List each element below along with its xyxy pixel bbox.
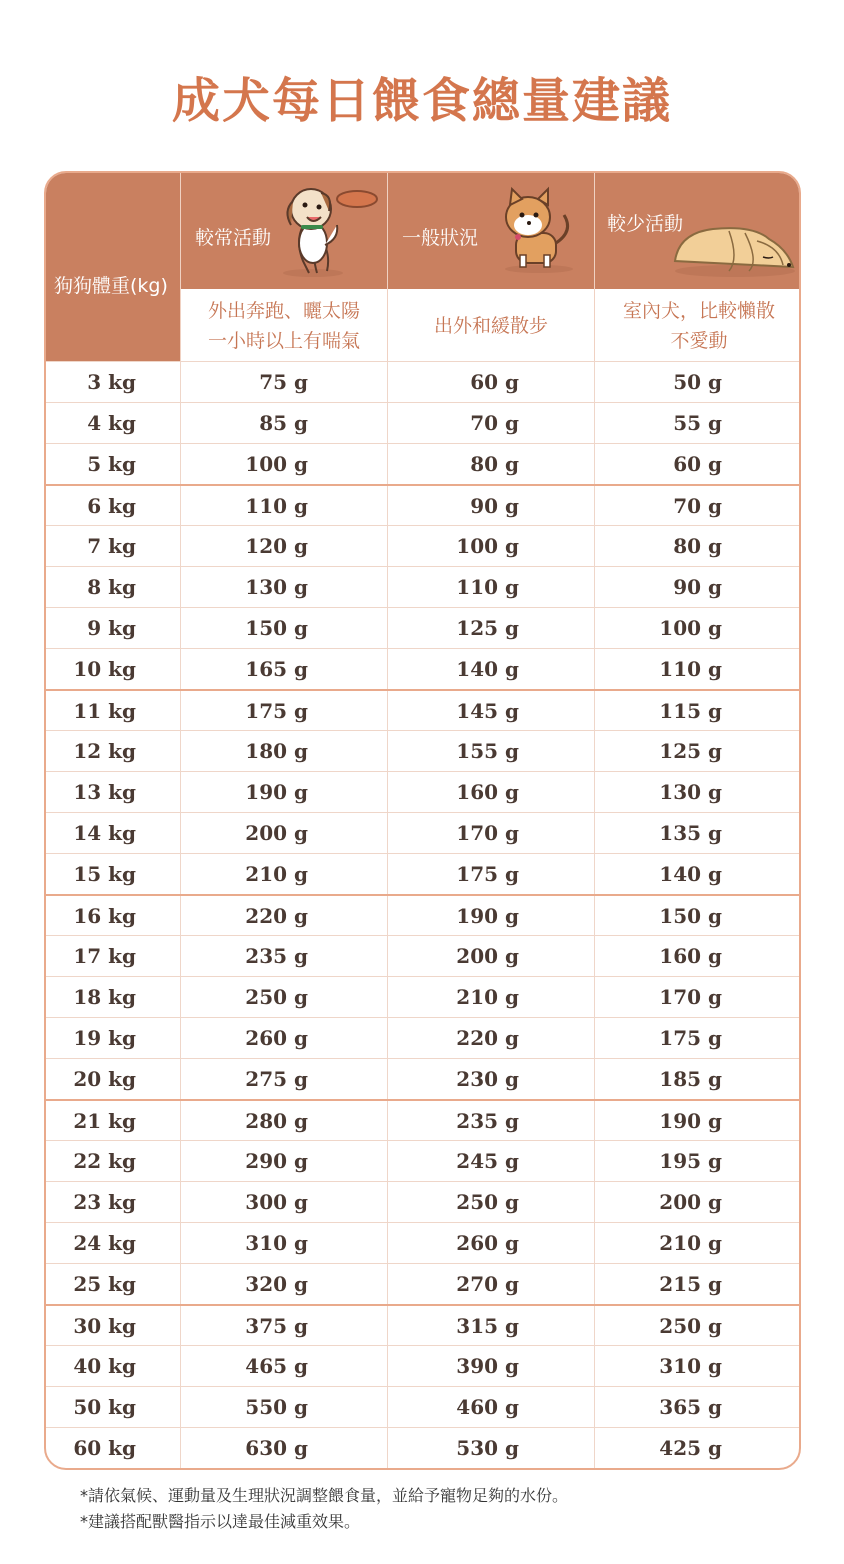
inactive-amount-cell: 80 g [673,534,722,558]
active-amount-cell: 165 g [245,657,308,681]
column-divider [594,731,595,771]
weight-cell: 17 kg [73,944,136,968]
column-desc-active [181,290,387,361]
weight-cell: 4 kg [87,411,136,435]
column-divider [594,1141,595,1181]
normal-amount-cell: 60 g [470,370,519,394]
column-divider [180,1141,181,1181]
inactive-amount-cell: 135 g [659,821,722,845]
column-divider [387,1223,388,1263]
normal-amount-cell: 155 g [456,739,519,763]
column-divider [180,567,181,607]
weight-cell: 50 kg [73,1395,136,1419]
column-divider [594,526,595,566]
weight-cell: 23 kg [73,1190,136,1214]
active-amount-cell: 465 g [245,1354,308,1378]
active-amount-cell: 200 g [245,821,308,845]
inactive-amount-cell: 210 g [659,1231,722,1255]
column-divider [594,444,595,484]
weight-cell: 60 kg [73,1436,136,1460]
footnote: *建議搭配獸醫指示以達最佳減重效果。 [80,1512,361,1531]
column-divider [387,444,388,484]
inactive-amount-cell: 70 g [673,494,722,518]
column-divider [387,567,388,607]
active-amount-cell: 250 g [245,985,308,1009]
inactive-amount-cell: 425 g [659,1436,722,1460]
column-divider [180,403,181,443]
column-divider [594,403,595,443]
column-divider [180,1059,181,1099]
table-row [46,361,799,402]
column-divider [594,1306,595,1345]
column-divider [594,486,595,525]
column-divider [387,854,388,894]
inactive-amount-cell: 250 g [659,1314,722,1338]
active-amount-cell: 550 g [245,1395,308,1419]
table-row [46,402,799,443]
normal-amount-cell: 125 g [456,616,519,640]
table-row [46,648,799,689]
column-divider [180,526,181,566]
active-amount-cell: 280 g [245,1109,308,1133]
column-desc-line: 外出奔跑、曬太陽 [207,299,360,322]
inactive-amount-cell: 100 g [659,616,722,640]
weight-cell: 9 kg [87,616,136,640]
column-divider [594,1428,595,1468]
column-divider [387,173,388,361]
weight-cell: 22 kg [73,1149,136,1173]
normal-amount-cell: 190 g [456,904,519,928]
table-row [46,484,799,525]
table-row [46,976,799,1017]
column-divider [180,1223,181,1263]
table-row [46,894,799,935]
active-amount-cell: 630 g [245,1436,308,1460]
column-divider [180,608,181,648]
column-label-active: 較常活動 [195,227,272,249]
inactive-amount-cell: 50 g [673,370,722,394]
column-divider [594,649,595,689]
column-divider [387,1141,388,1181]
table-row [46,812,799,853]
column-divider [594,608,595,648]
weight-cell: 12 kg [73,739,136,763]
weight-cell: 21 kg [73,1109,136,1133]
normal-amount-cell: 110 g [456,575,519,599]
column-divider [594,936,595,976]
normal-amount-cell: 70 g [470,411,519,435]
column-divider [387,403,388,443]
weight-cell: 15 kg [73,862,136,886]
inactive-amount-cell: 160 g [659,944,722,968]
column-divider [180,1182,181,1222]
active-amount-cell: 110 g [245,494,308,518]
active-amount-cell: 150 g [245,616,308,640]
weight-cell: 6 kg [87,494,136,518]
weight-cell: 20 kg [73,1067,136,1091]
normal-amount-cell: 210 g [456,985,519,1009]
table-row [46,935,799,976]
inactive-amount-cell: 60 g [673,452,722,476]
weight-cell: 14 kg [73,821,136,845]
normal-amount-cell: 220 g [456,1026,519,1050]
column-divider [180,854,181,894]
column-divider [180,691,181,730]
weight-cell: 19 kg [73,1026,136,1050]
normal-amount-cell: 200 g [456,944,519,968]
inactive-amount-cell: 170 g [659,985,722,1009]
column-divider [594,362,595,402]
inactive-amount-cell: 190 g [659,1109,722,1133]
normal-amount-cell: 90 g [470,494,519,518]
weight-cell: 25 kg [73,1272,136,1296]
table-row [46,1017,799,1058]
column-divider [180,1428,181,1468]
table-row [46,1304,799,1345]
inactive-amount-cell: 175 g [659,1026,722,1050]
column-divider [387,486,388,525]
column-divider [594,772,595,812]
normal-amount-cell: 530 g [456,1436,519,1460]
weight-cell: 13 kg [73,780,136,804]
inactive-amount-cell: 365 g [659,1395,722,1419]
active-amount-cell: 100 g [245,452,308,476]
normal-amount-cell: 270 g [456,1272,519,1296]
table-row [46,1140,799,1181]
column-divider [594,567,595,607]
weight-cell: 8 kg [87,575,136,599]
column-divider [180,1346,181,1386]
normal-amount-cell: 170 g [456,821,519,845]
normal-amount-cell: 145 g [456,699,519,723]
column-divider [180,649,181,689]
active-amount-cell: 85 g [259,411,308,435]
column-divider [594,1264,595,1304]
table-row [46,566,799,607]
table-row [46,607,799,648]
column-header-normal [388,173,594,289]
column-divider [180,444,181,484]
normal-amount-cell: 245 g [456,1149,519,1173]
page-title: 成犬每日餵食總量建議 [171,73,672,129]
normal-amount-cell: 100 g [456,534,519,558]
footnote: *請依氣候、運動量及生理狀況調整餵食量，並給予寵物足夠的水份。 [80,1486,569,1505]
column-divider [387,977,388,1017]
inactive-amount-cell: 195 g [659,1149,722,1173]
active-amount-cell: 210 g [245,862,308,886]
table-row [46,1386,799,1427]
footnotes [80,1483,568,1535]
weight-header: 狗狗體重(kg) [46,173,180,361]
weight-cell: 7 kg [87,534,136,558]
active-amount-cell: 220 g [245,904,308,928]
active-amount-cell: 310 g [245,1231,308,1255]
table-row [46,1427,799,1468]
inactive-amount-cell: 115 g [659,699,722,723]
column-divider [180,936,181,976]
column-desc-line: 出外和緩散步 [433,314,548,337]
active-amount-cell: 75 g [259,370,308,394]
normal-amount-cell: 460 g [456,1395,519,1419]
column-label-normal: 一般狀況 [402,227,479,249]
column-desc-inactive [595,290,801,361]
weight-cell: 10 kg [73,657,136,681]
normal-amount-cell: 140 g [456,657,519,681]
inactive-amount-cell: 90 g [673,575,722,599]
table-row [46,1263,799,1304]
column-desc-line: 一小時以上有喘氣 [207,329,360,352]
column-divider [594,896,595,935]
column-divider [387,1182,388,1222]
column-divider [180,813,181,853]
column-divider [594,1346,595,1386]
column-desc-line: 不愛動 [670,329,728,352]
normal-amount-cell: 315 g [456,1314,519,1338]
column-divider [594,691,595,730]
active-amount-cell: 275 g [245,1067,308,1091]
column-divider [594,977,595,1017]
table-row [46,853,799,894]
column-divider [387,1306,388,1345]
column-divider [387,936,388,976]
column-divider [594,813,595,853]
active-amount-cell: 300 g [245,1190,308,1214]
table-row [46,1099,799,1140]
active-amount-cell: 130 g [245,575,308,599]
column-divider [594,173,595,361]
column-divider [387,1346,388,1386]
column-divider [387,1428,388,1468]
active-amount-cell: 290 g [245,1149,308,1173]
column-divider [180,362,181,402]
normal-amount-cell: 260 g [456,1231,519,1255]
column-divider [180,731,181,771]
weight-cell: 40 kg [73,1354,136,1378]
feeding-table [44,171,801,1470]
inactive-amount-cell: 130 g [659,780,722,804]
normal-amount-cell: 250 g [456,1190,519,1214]
normal-amount-cell: 235 g [456,1109,519,1133]
weight-cell: 18 kg [73,985,136,1009]
inactive-amount-cell: 215 g [659,1272,722,1296]
column-divider [594,1101,595,1140]
column-divider [594,1223,595,1263]
column-header-inactive [595,173,801,289]
inactive-amount-cell: 140 g [659,862,722,886]
table-row [46,443,799,484]
column-divider [594,1059,595,1099]
column-divider [387,1101,388,1140]
column-divider [387,731,388,771]
weight-cell: 16 kg [73,904,136,928]
column-divider [180,772,181,812]
active-amount-cell: 120 g [245,534,308,558]
column-divider [180,1101,181,1140]
column-divider [180,1306,181,1345]
column-divider [387,1387,388,1427]
column-divider [387,526,388,566]
column-divider [387,1264,388,1304]
inactive-amount-cell: 150 g [659,904,722,928]
active-amount-cell: 375 g [245,1314,308,1338]
column-divider [594,1387,595,1427]
running-beagle-icon [273,181,383,285]
column-divider [387,691,388,730]
column-divider [180,1387,181,1427]
sleeping-dog-icon [669,211,799,279]
inactive-amount-cell: 110 g [659,657,722,681]
active-amount-cell: 175 g [245,699,308,723]
table-row [46,1181,799,1222]
active-amount-cell: 320 g [245,1272,308,1296]
inactive-amount-cell: 125 g [659,739,722,763]
weight-cell: 11 kg [73,699,136,723]
table-row [46,1345,799,1386]
normal-amount-cell: 230 g [456,1067,519,1091]
weight-cell: 24 kg [73,1231,136,1255]
column-desc-line: 室內犬，比較懶散 [622,299,775,322]
column-divider [180,1264,181,1304]
weight-cell: 30 kg [73,1314,136,1338]
column-divider [387,813,388,853]
column-desc-normal [388,290,594,361]
column-divider [387,1018,388,1058]
active-amount-cell: 190 g [245,780,308,804]
normal-amount-cell: 80 g [470,452,519,476]
column-divider [387,1059,388,1099]
column-divider [594,854,595,894]
weight-cell: 5 kg [87,452,136,476]
table-row [46,525,799,566]
column-divider [594,1182,595,1222]
normal-amount-cell: 390 g [456,1354,519,1378]
active-amount-cell: 235 g [245,944,308,968]
table-row [46,1058,799,1099]
column-divider [180,173,181,361]
table-row [46,1222,799,1263]
table-row [46,730,799,771]
table-row [46,771,799,812]
column-divider [387,608,388,648]
inactive-amount-cell: 185 g [659,1067,722,1091]
normal-amount-cell: 175 g [456,862,519,886]
table-header [46,173,799,361]
column-divider [180,1018,181,1058]
column-divider [387,649,388,689]
column-header-active [181,173,387,289]
inactive-amount-cell: 310 g [659,1354,722,1378]
inactive-amount-cell: 200 g [659,1190,722,1214]
column-divider [387,362,388,402]
column-divider [594,1018,595,1058]
column-divider [180,486,181,525]
active-amount-cell: 180 g [245,739,308,763]
inactive-amount-cell: 55 g [673,411,722,435]
table-body [46,361,799,1468]
column-divider [387,772,388,812]
column-divider [180,977,181,1017]
table-row [46,689,799,730]
normal-amount-cell: 160 g [456,780,519,804]
shiba-icon [494,185,584,275]
weight-cell: 3 kg [87,370,136,394]
column-label-inactive: 較少活動 [607,213,684,235]
column-divider [180,896,181,935]
column-divider [387,896,388,935]
active-amount-cell: 260 g [245,1026,308,1050]
